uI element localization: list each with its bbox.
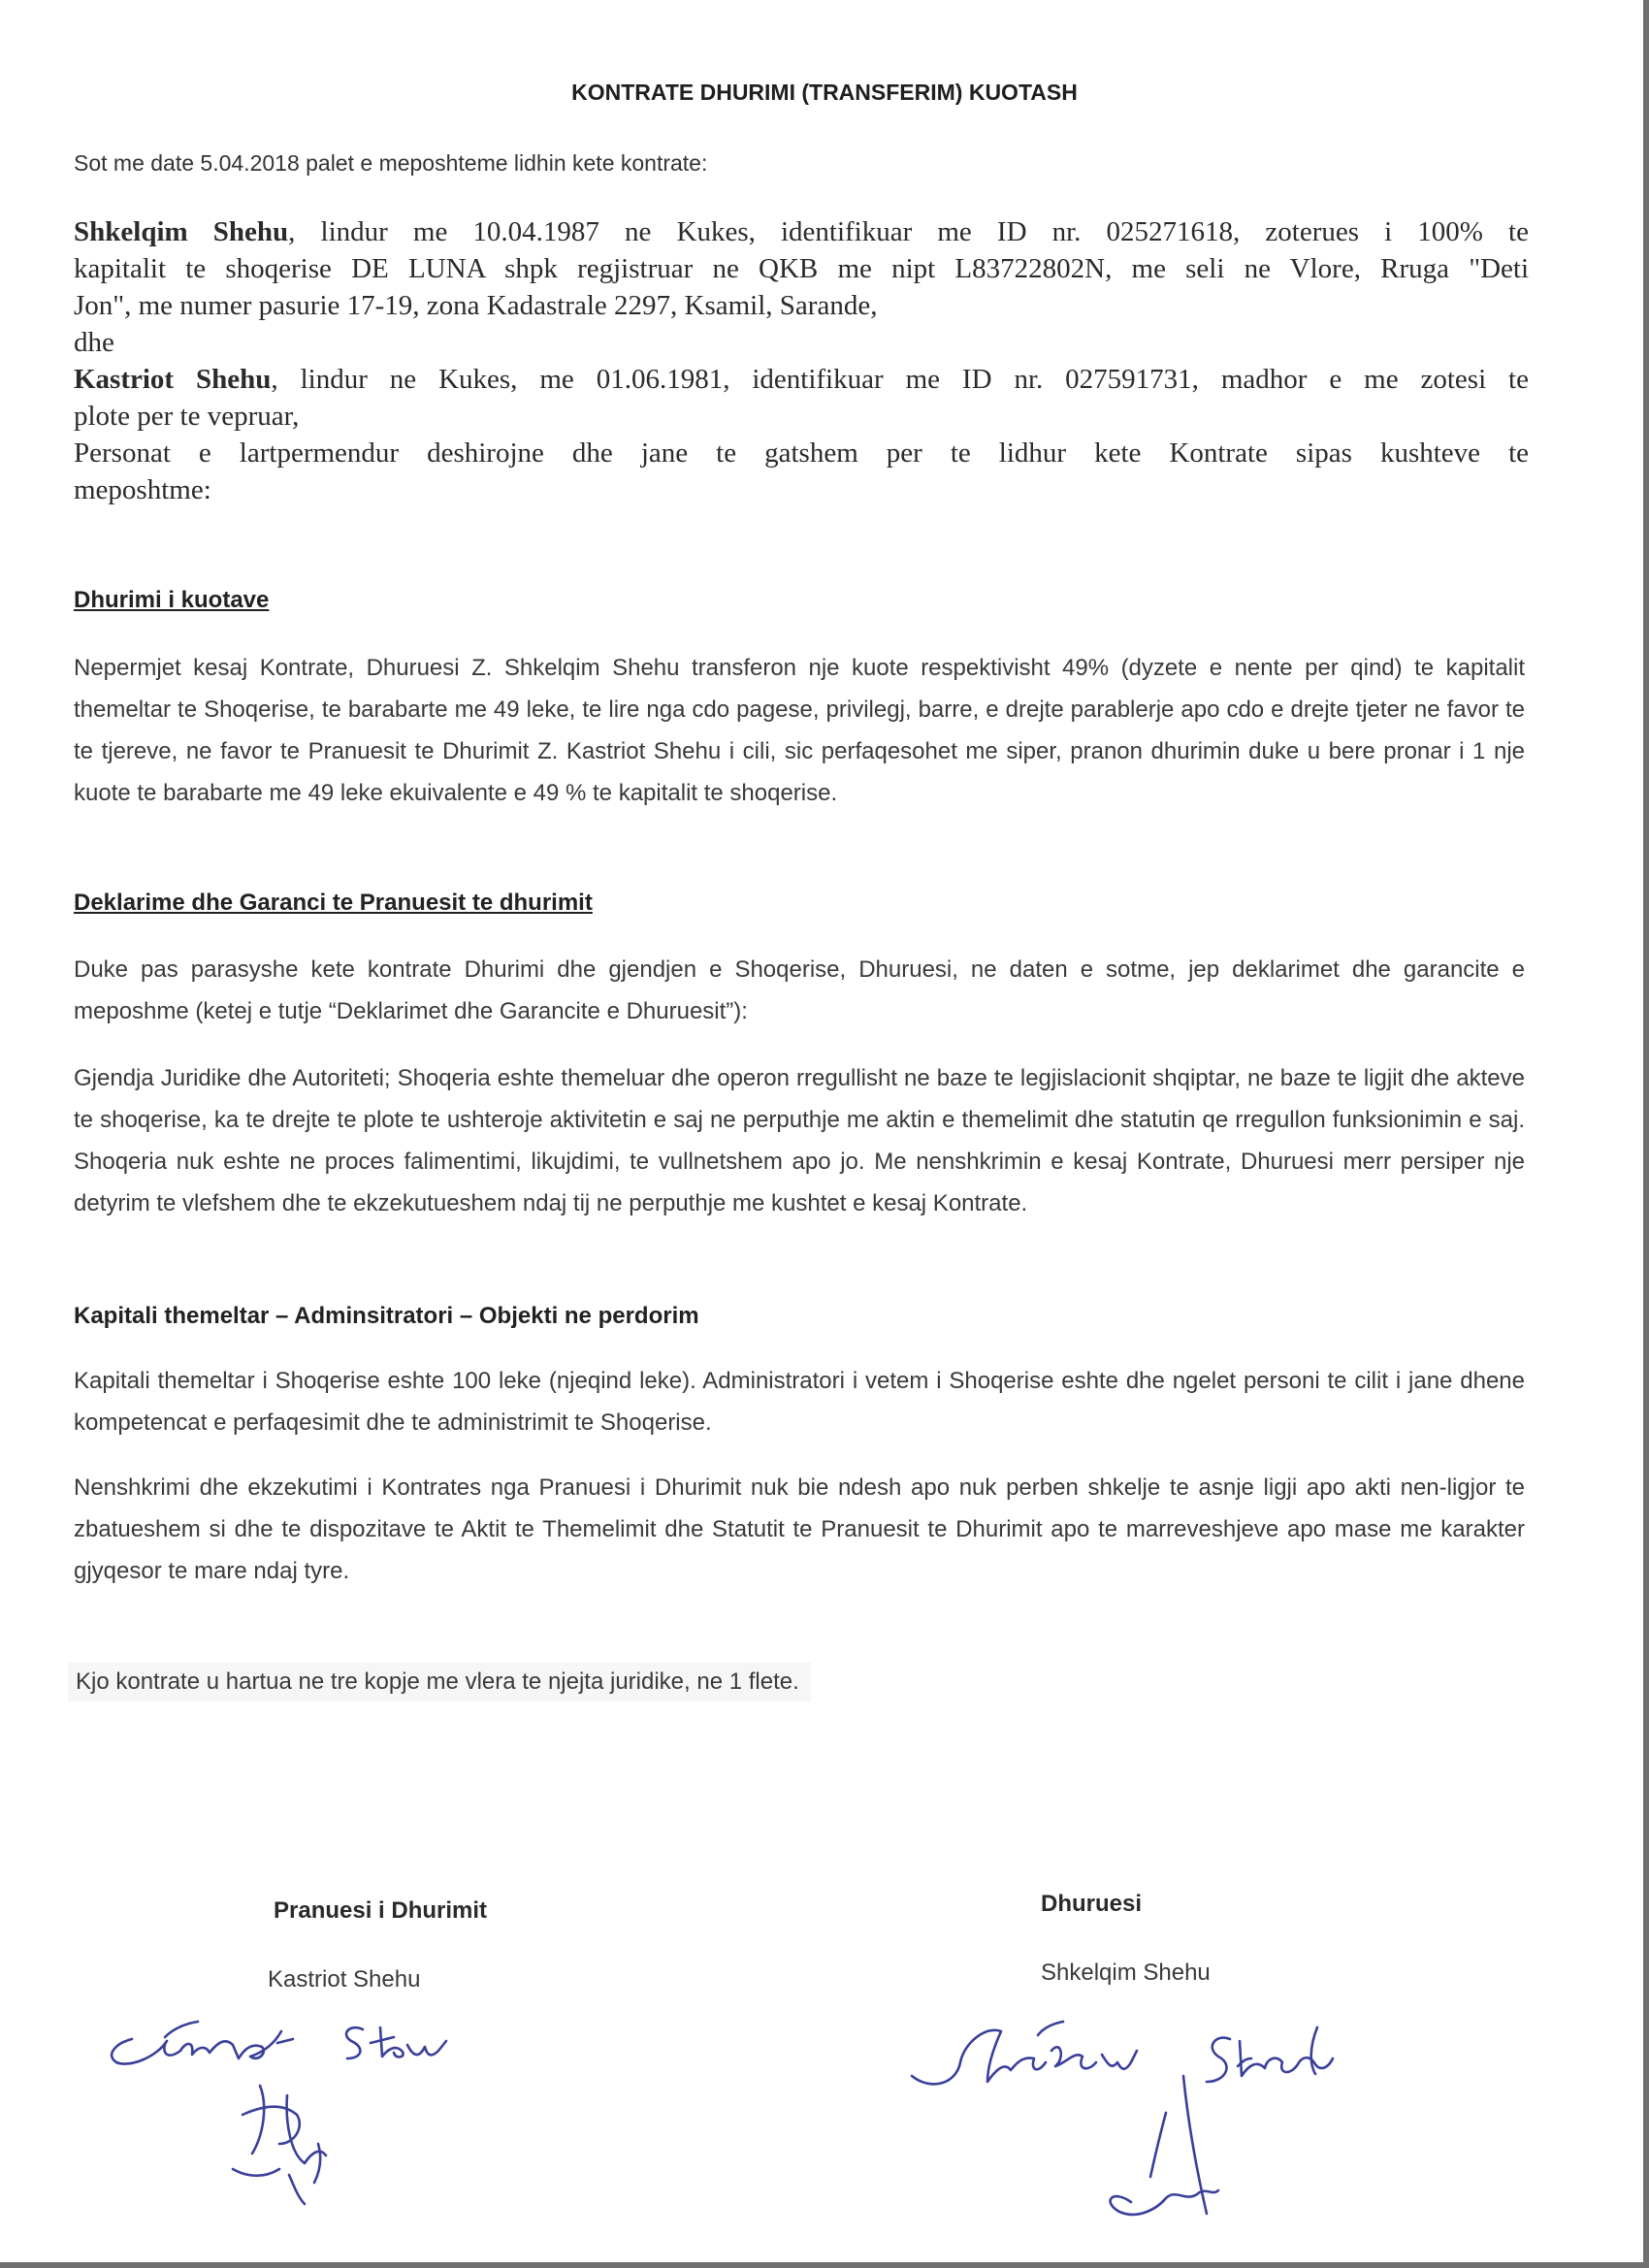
party1-line1 [74,213,1529,250]
parties-block [74,213,1529,508]
party1-line3: Jon", me numer pasurie 17-19, zona Kadastrale 2297, Ksamil, Sarande, [74,290,878,321]
party1-line1-rest: , lindur me 10.04.1987 ne Kukes, identifikuar me ID nr. 025271618, zoterues i 100% te [288,216,1529,247]
capital-paragraph [74,1360,1525,1443]
execution-paragraph [74,1467,1525,1592]
declarations-paragraph [74,949,1525,1032]
scan-edge-bottom [0,2262,1649,2268]
party2-name: Kastriot Shehu [74,364,272,395]
connector-dhe: dhe [74,327,114,358]
party1-line2: kapitalit te shoqerise DE LUNA shpk regjistruar ne QKB me nipt L83722802N, me seli ne Vlore, Rruga "Deti [74,253,1529,284]
party2-line1 [74,361,1529,398]
statement-line1: Personat e lartpermendur deshirojne dhe jane te gatshem per te lidhur kete Kontrate sipas kushteve te [74,437,1529,469]
capital-heading: Kapitali themeltar – Adminsitratori – Objekti ne perdorim [74,1303,699,1329]
document-title: KONTRATE DHURIMI (TRANSFERIM) KUOTASH [571,80,1078,105]
donation-heading: Dhurimi i kuotave [74,587,270,613]
statement-line2: meposhtme: [74,474,211,505]
donor-label: Dhuruesi [1041,1891,1143,1917]
execution-text: Nenshkrimi dhe ekzekutimi i Kontrates nga Pranuesi i Dhurimit nuk bie ndesh apo nuk perben shkelje te asnje ligji apo akti nen-ligjor te zbatueshem si dhe te dispozitave te Aktit te Themelimit dhe Statutit te Pranuesit te Dhurimit apo te marreveshjeve apo mase me karakter gjyqesor te mare ndaj tyre. [74,1474,1525,1584]
scan-edge-right [1643,0,1649,2268]
receiver-label: Pranuesi i Dhurimit [274,1897,488,1924]
donor-name: Shkelqim Shehu [1041,1960,1211,1986]
donation-paragraph [74,647,1525,814]
closing-line: Kjo kontrate u hartua ne tre kopje me vlera te njejta juridike, ne 1 flete. [68,1663,811,1701]
declarations-text: Duke pas parasyshe kete kontrate Dhurimi dhe gjendjen e Shoqerise, Dhuruesi, ne daten e sotme, jep deklarimet dhe garancite e meposhme (ketej e tutje “Deklarimet dhe Garancite e Dhuruesit”): [74,956,1525,1024]
donation-text: Nepermjet kesaj Kontrate, Dhuruesi Z. Shkelqim Shehu transferon nje kuote respektivisht 49% (dyzete e nente per qind) te kapitalit themeltar te Shoqerise, te barabarte me 49 leke, te lire nga cdo pagese, privilegj, barre, e drejte parablerje apo cdo e drejte tjeter ne favor te te tjereve, ne favor te Pranuesit te Dhurimit Z. Kastriot Shehu i cili, sic perfaqesohet me siper, pranon dhurimin duke u bere pronar i 1 nje kuote te barabarte me 49 leke ekuivalente e 49 % te kapitalit te shoqerise. [74,655,1525,806]
legal-status-paragraph [74,1057,1525,1224]
party2-line2: plote per te vepruar, [74,401,300,432]
capital-text: Kapitali themeltar i Shoqerise eshte 100 leke (njeqind leke). Administratori i vetem i Shoqerise eshte dhe ngelet personi te cilit i jane dhene kompetencat e perfaqesimit dhe te administrimit te Shoqerise. [74,1368,1525,1436]
declarations-heading: Deklarime dhe Garanci te Pranuesit te dhurimit [74,890,593,916]
intro-line: Sot me date 5.04.2018 palet e meposhteme lidhin kete kontrate: [74,150,708,176]
receiver-name: Kastriot Shehu [268,1966,421,1993]
legal-status-text: Gjendja Juridike dhe Autoriteti; Shoqeria eshte themeluar dhe operon rregullisht ne baze te legjislacionit shqiptar, ne baze te ligjit dhe akteve te shoqerise, ka te drejte te plote te ushteroje aktivitetin e saj ne perputhje me aktin e themelimit dhe statutin qe rregullon funksionimin e saj. Shoqeria nuk eshte ne proces falimentimi, likujdimi, te vullnetshem apo jo. Me nenshkrimin e kesaj Kontrate, Dhuruesi merr persiper nje detyrim te vlefshem dhe te ekzekutueshem ndaj tij ne perputhje me kushtet e kesaj Kontrate. [74,1065,1525,1216]
party2-line1-rest: , lindur ne Kukes, me 01.06.1981, identifikuar me ID nr. 027591731, madhor e me zotesi te [271,364,1529,395]
party1-name: Shkelqim Shehu [74,216,289,247]
receiver-signature [97,1998,543,2212]
donor-signature [892,1969,1436,2231]
